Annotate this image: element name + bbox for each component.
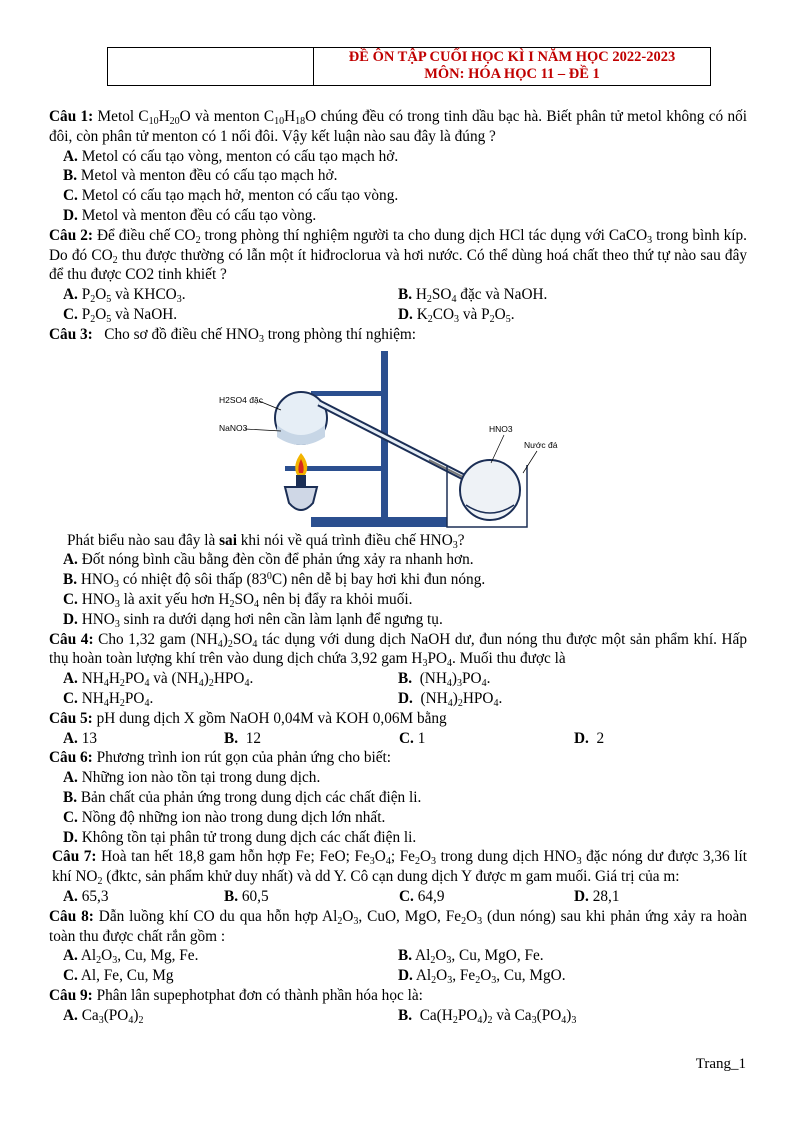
question-7: Câu 7: Hoà tan hết 18,8 gam hỗn hợp Fe; FeO; $Fe_3O_4$; $Fe_2O_3$ trong dung dịch $HNO_3$ đặc nóng dư được 3,36 lít khí $NO_2$ (đktc, sản phẩm khử duy nhất) và dd Y. Cô cạn dung dịch Y được m gam muối. Giá trị của m:	[52, 848, 748, 888]
pointer-hno3	[491, 435, 504, 463]
q5-option-a: A. 13	[63, 729, 97, 747]
q1-option-d: D. Metol và menton đều có cấu tạo vòng.	[63, 206, 317, 224]
q4-option-a: A. $NH_4H_2PO_4$ và $(NH_4)_2HPO_4$.	[63, 670, 254, 690]
question-stem: Cho sơ đồ điều chế $HNO_3$ trong phòng thí nghiệm:	[104, 325, 417, 345]
q2-option-b: B. $H_2SO_4$ đặc và NaOH.	[398, 286, 548, 306]
q6-option-b: B. Bản chất của phản ứng trong dung dịch các chất điện li.	[63, 788, 422, 806]
question-stem: Phân lân supephotphat đơn có thành phần hóa học là:	[96, 986, 423, 1004]
stand-base	[311, 517, 447, 527]
question-9: Câu 9: Phân lân supephotphat đơn có thành phần hóa học là:	[49, 986, 423, 1004]
spirit-lamp	[285, 487, 317, 510]
q7-option-d: D. 28,1	[574, 887, 620, 905]
q1-option-c: C. Metol có cấu tạo mạch hở, menton có cấu tạo vòng.	[63, 187, 399, 205]
question-stem: pH dung dịch X gồm NaOH 0,04M và KOH 0,06M bằng	[96, 709, 447, 727]
q7-option-a: A. 65,3	[63, 887, 109, 905]
q6-option-c: C. Nồng độ những ion nào trong dung dịch lớn nhất.	[63, 808, 386, 826]
q3-option-c: C. $HNO_3$ là axit yếu hơn $H_2SO_4$ nên bị đẩy ra khỏi muối.	[63, 590, 413, 610]
lamp-wick	[296, 475, 306, 487]
q9-options-row	[49, 1006, 747, 1026]
q4-options-row-2	[49, 689, 747, 709]
question-stem: Phương trình ion rút gọn của phản ứng cho biết:	[96, 749, 392, 767]
q6-option-a: A. Những ion nào tồn tại trong dung dịch.	[63, 769, 321, 787]
q6-option-d: D. Không tồn tại phân tử trong dung dịch các chất điện li.	[63, 828, 417, 846]
q3-option-b: B. $HNO_3$ có nhiệt độ sôi thấp $(83^0C)$ nên dễ bị bay hơi khi đun nóng.	[63, 571, 486, 591]
label-h2so4: H2SO4 đặc	[219, 394, 263, 405]
question-stem: Dẫn luồng khí CO du qua hỗn hợp $Al_2O_3$, CuO, MgO, $Fe_2O_3$ (dun nóng) sau khi phản ứng xảy ra hoàn toàn thu được chất rắn gồm :	[49, 907, 747, 945]
q4-option-b: B. $(NH_4)_3PO_4$.	[398, 670, 491, 690]
question-2: Câu 2: Để điều chế $CO_2$ trong phòng thí nghiệm người ta cho dung dịch HCl tác dụng với CaCO$_3$ trong bình kíp. Do đó $CO_2$ thu được thường có lẫn một ít hiđroclorua và hơi nước. Có thể dùng hoá chất theo thứ tự nào sau đây để thu được CO2 tinh khiết ?	[49, 226, 748, 284]
q9-option-a: A. $Ca_3(PO_4)_2$	[63, 1006, 144, 1026]
exam-title: ĐỀ ÔN TẬP CUỐI HỌC KÌ I NĂM HỌC 2022-2023	[348, 49, 676, 65]
label-hno3: HNO3	[489, 423, 513, 434]
header-left-cell	[108, 48, 314, 85]
q8-option-c: C. Al, Fe, Cu, Mg	[63, 967, 174, 985]
q2-options-row-2	[49, 305, 747, 325]
q7-options-row	[49, 887, 747, 907]
clamp-arm	[311, 391, 387, 396]
question-label: Câu 1:	[49, 108, 94, 125]
page-number: Trang_1	[695, 1056, 746, 1072]
q5-option-d: D. 2	[574, 729, 605, 747]
q2-option-c: C. $P_2O_5$ và NaOH.	[63, 305, 178, 325]
q1-option-a: A. Metol có cấu tạo vòng, menton có cấu tạo mạch hở.	[63, 147, 399, 165]
q7-option-c: C. 64,9	[399, 887, 445, 905]
question-3-prompt: Phát biểu nào sau đây là sai khi nói về quá trình điều chế $HNO_3$?	[67, 531, 465, 551]
apparatus-diagram	[49, 345, 747, 531]
hno3-apparatus-figure	[49, 345, 747, 531]
receiver-flask	[460, 460, 520, 520]
q3-option-d: D. $HNO_3$ sinh ra dưới dạng hơi nên cần làm lạnh để ngưng tụ.	[63, 610, 443, 630]
question-5: Câu 5: pH dung dịch X gồm NaOH 0,04M và KOH 0,06M bằng	[49, 709, 447, 727]
q7-option-b: B. 60,5	[224, 887, 269, 905]
question-4: Câu 4: Cho 1,32 gam $(NH_4)_2SO_4$ tác dụng với dung dịch NaOH dư, đun nóng thu được một sản phẩm khí. Hấp thụ hoàn toàn lượng khí trên vào dung dịch chứa 3,92 gam $H_3PO_4$. Muối thu được là	[49, 630, 747, 670]
q4-option-d: D. $(NH_4)_2HPO_4$.	[398, 689, 503, 709]
question-6: Câu 6: Phương trình ion rút gọn của phản ứng cho biết:	[49, 749, 392, 767]
question-stem: Để điều chế $CO_2$ trong phòng thí nghiệm người ta cho dung dịch HCl tác dụng với CaCO$_3$ trong bình kíp. Do đó $CO_2$ thu được thường có lẫn một ít hiđroclorua và hơi nước. Có thể dùng hoá chất theo thứ tự nào sau đây để thu được CO2 tinh khiết ?	[49, 226, 748, 284]
q5-options-row	[49, 729, 747, 749]
question-stem: Hoà tan hết 18,8 gam hỗn hợp Fe; FeO; $Fe_3O_4$; $Fe_2O_3$ trong dung dịch $HNO_3$ đặc nóng dư được 3,36 lít khí $NO_2$ (đktc, sản phẩm khử duy nhất) và dd Y. Cô cạn dung dịch Y được m gam muối. Giá trị của m:	[52, 848, 748, 888]
q5-option-c: C. 1	[399, 729, 426, 747]
q2-option-a: A. $P_2O_5$ và $KHCO_3$.	[63, 286, 186, 306]
q5-option-b: B. 12	[224, 729, 261, 747]
q3-option-a: A. Đốt nóng bình cầu bằng đèn cồn để phản ứng xảy ra nhanh hơn.	[63, 551, 474, 569]
label-ice-water: Nước đá	[524, 439, 558, 450]
exam-subject: MÔN: HÓA HỌC 11 – ĐỀ 1	[424, 66, 600, 82]
question-stem: Metol $C_{10}H_{20}O$ và menton $C_{10}H_{18}O$ chúng đều có trong tinh dầu bạc hà. Biết phân tử metol không có nối đôi, còn phân tử menton có 1 nối đôi. Vậy kết luận nào sau đây là đúng ?	[49, 108, 748, 145]
q9-option-b: B. $Ca(H_2PO_4)_2$ và $Ca_3(PO_4)_3$	[398, 1006, 577, 1026]
header-title-cell	[314, 48, 710, 85]
q8-option-b: B. $Al_2O_3$, Cu, MgO, Fe.	[398, 947, 544, 967]
pointer-salt	[245, 429, 281, 431]
label-nano3: NaNO3	[219, 422, 248, 433]
q4-options-row-1	[49, 669, 747, 689]
q8-option-a: A. $Al_2O_3$, Cu, Mg, Fe.	[63, 947, 199, 967]
exam-header-box	[107, 47, 711, 86]
q4-option-c: C. $NH_4H_2PO_4$.	[63, 689, 154, 709]
question-8: Câu 8: Dẫn luồng khí CO du qua hỗn hợp $Al_2O_3$, CuO, MgO, $Fe_2O_3$ (dun nóng) sau khi phản ứng xảy ra hoàn toàn thu được chất rắn gồm :	[49, 907, 747, 945]
question-3: Câu 3: Cho sơ đồ điều chế $HNO_3$ trong phòng thí nghiệm:	[49, 325, 417, 345]
pointer-ice	[523, 451, 537, 473]
q2-option-d: D. $K_2CO_3$ và $P_2O_5$.	[398, 305, 515, 325]
question-stem: Cho 1,32 gam $(NH_4)_2SO_4$ tác dụng với dung dịch NaOH dư, đun nóng thu được một sản phẩm khí. Hấp thụ hoàn toàn lượng khí trên vào dung dịch chứa 3,92 gam $H_3PO_4$. Muối thu được là	[49, 630, 747, 670]
q2-options-row-1	[49, 285, 747, 305]
q8-options-row-2	[49, 966, 747, 986]
q8-option-d: D. $Al_2O_3$, $Fe_2O_3$, Cu, MgO.	[398, 967, 566, 987]
q8-options-row-1	[49, 946, 747, 966]
exam-content	[49, 107, 747, 1025]
q1-option-b: B. Metol và menton đều có cấu tạo mạch hở.	[63, 167, 338, 185]
question-1	[49, 107, 747, 147]
